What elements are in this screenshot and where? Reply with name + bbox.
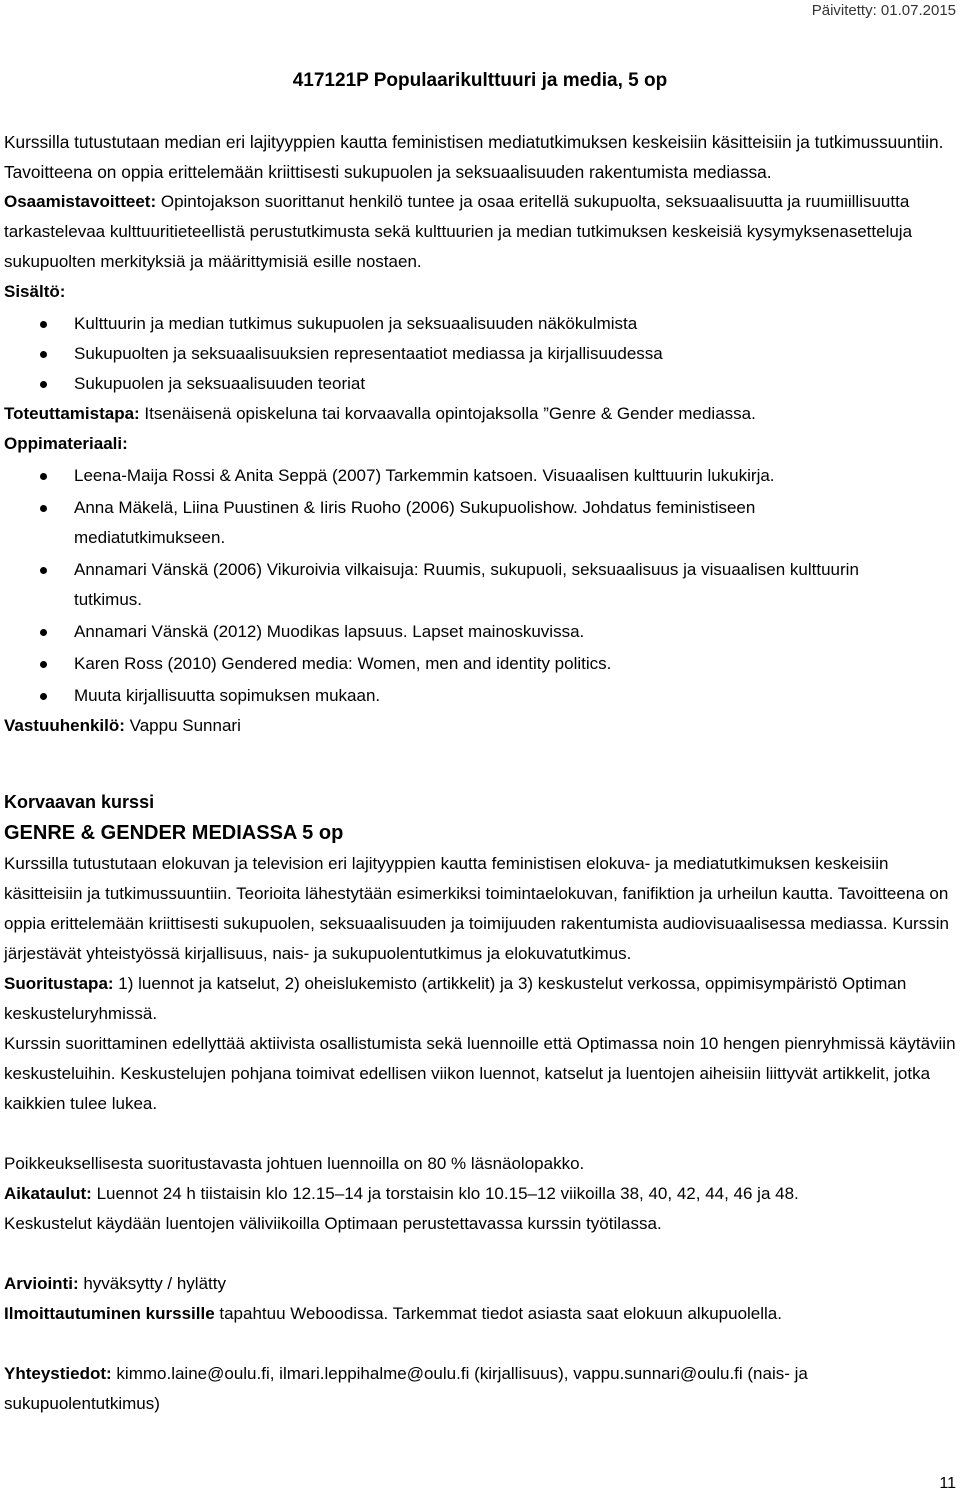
learning-outcomes bbox=[4, 187, 954, 277]
materials-list bbox=[4, 461, 954, 711]
list-item: Leena-Maija Rossi & Anita Seppä (2007) Tarkemmin katsoen. Visuaalisen kulttuurin lukukirja. bbox=[4, 461, 954, 491]
responsible-text: Vappu Sunnari bbox=[124, 716, 241, 735]
list-item: Annamari Vänskä (2012) Muodikas lapsuus. Lapset mainoskuvissa. bbox=[4, 617, 954, 647]
contact-label: Yhteystiedot: bbox=[4, 1364, 112, 1383]
replacement-heading: GENRE & GENDER MEDIASSA 5 op bbox=[4, 822, 344, 844]
implementation-label: Toteuttamistapa: bbox=[4, 404, 140, 423]
list-item: Kulttuurin ja median tutkimus sukupuolen ja seksuaalisuuden näkökulmista bbox=[4, 309, 954, 339]
responsible-person bbox=[4, 711, 954, 741]
completion-method-text: 1) luennot ja katselut, 2) oheislukemisto (artikkelit) ja 3) keskustelut verkossa, oppimisympäristö Optiman keskusteluryhmissä. bbox=[4, 974, 907, 1023]
replacement-subheading: Korvaavan kurssi bbox=[4, 792, 155, 812]
completion-method-label: Suoritustapa: bbox=[4, 974, 114, 993]
updated-date: Päivitetty: 01.07.2015 bbox=[811, 2, 956, 19]
attendance-text: Poikkeuksellisesta suoritustavasta johtuen luennoilla on 80 % läsnäolopakko. bbox=[4, 1154, 585, 1173]
replacement-section bbox=[4, 787, 956, 1419]
course-section bbox=[4, 127, 954, 741]
implementation-text: Itsenäisenä opiskeluna tai korvaavalla opintojaksolla ”Genre & Gender mediassa. bbox=[139, 404, 756, 423]
materials-label: Oppimateriaali: bbox=[4, 434, 128, 453]
requirement-text: Kurssin suorittaminen edellyttää aktiivista osallistumista sekä luennoille että Optimassa noin 10 hengen pienryhmissä käytäviin keskusteluihin. Keskustelujen pohjana toimivat edellisen viikon luennot, katselut ja luentojen aiheisiin liittyvät artikkelit, jotka kaikkien tulee lukea. bbox=[4, 1034, 956, 1113]
discussion-text: Keskustelut käydään luentojen väliviikoilla Optimaan perustettavassa kurssin työtilassa. bbox=[4, 1214, 662, 1233]
schedule-text: Luennot 24 h tiistaisin klo 12.15–14 ja torstaisin klo 10.15–12 viikoilla 38, 40, 42, 44, 46 ja 48. bbox=[91, 1184, 799, 1203]
grading-text: hyväksytty / hylätty bbox=[78, 1274, 226, 1293]
grading bbox=[4, 1269, 956, 1299]
list-item: Anna Mäkelä, Liina Puustinen & Iiris Ruoho (2006) Sukupuolishow. Johdatus feministiseen mediatutkimukseen. bbox=[4, 493, 954, 553]
implementation bbox=[4, 399, 954, 429]
responsible-label: Vastuuhenkilö: bbox=[4, 716, 125, 735]
page-number: 11 bbox=[939, 1475, 956, 1492]
replacement-intro: Kurssilla tutustutaan elokuvan ja television eri lajityyppien kautta feministisen elokuva- ja mediatutkimuksen keskeisiin käsitteisiin ja tutkimussuuntiin. Teorioita lähestytään esimerkiksi toimintaelokuvan, fanifiktion ja urheilun kautta. Tavoitteena on oppia erittelemään kriittisesti sukupuolen, seksuaalisuuden ja toimijuuden rakentumista audiovisuaalisessa mediassa. Kurssin järjestävät yhteistyössä kirjallisuus, nais- ja sukupuolentutkimus ja elokuvatutkimus. bbox=[4, 854, 949, 963]
registration-text: tapahtuu Weboodissa. Tarkemmat tiedot asiasta saat elokuun alkupuolella. bbox=[214, 1304, 782, 1323]
contact-info bbox=[4, 1359, 956, 1419]
schedule-label: Aikataulut: bbox=[4, 1184, 92, 1203]
course-intro: Kurssilla tutustutaan median eri lajityyppien kautta feministisen mediatutkimuksen keskeisiin käsitteisiin ja tutkimussuuntiin. Tavoitteena on oppia erittelemään kriittisesti sukupuolen ja seksuaalisuuden rakentumista mediassa. bbox=[4, 132, 944, 182]
list-item: Muuta kirjallisuutta sopimuksen mukaan. bbox=[4, 681, 954, 711]
completion-method bbox=[4, 969, 956, 1029]
registration-label: Ilmoittautuminen kurssille bbox=[4, 1304, 215, 1323]
list-item: Annamari Vänskä (2006) Vikuroivia vilkaisuja: Ruumis, sukupuoli, seksuaalisuus ja visuaalisen kulttuurin tutkimus. bbox=[4, 555, 954, 615]
content-list bbox=[4, 309, 954, 399]
grading-label: Arviointi: bbox=[4, 1274, 79, 1293]
list-item: Sukupuolen ja seksuaalisuuden teoriat bbox=[4, 369, 954, 399]
list-item: Sukupuolten ja seksuaalisuuksien representaatiot mediassa ja kirjallisuudessa bbox=[4, 339, 954, 369]
schedule bbox=[4, 1179, 956, 1209]
learning-outcomes-label: Osaamistavoitteet: bbox=[4, 192, 157, 211]
contact-text: kimmo.laine@oulu.fi, ilmari.leppihalme@oulu.fi (kirjallisuus), vappu.sunnari@oulu.fi (nais- ja sukupuolentutkimus) bbox=[4, 1364, 808, 1413]
learning-outcomes-text: Opintojakson suorittanut henkilö tuntee ja osaa eritellä sukupuolta, seksuaalisuutta ja ruumiillisuutta tarkastelevaa kulttuuritieteellistä perustutkimusta sekä kulttuurien ja median tutkimuksen keskeisiä kysymyksenasetteluja sukupuolten merkityksiä ja määrittymisiä esille nostaen. bbox=[4, 192, 913, 271]
registration bbox=[4, 1299, 956, 1329]
course-title: 417121P Populaarikulttuuri ja media, 5 op bbox=[292, 70, 668, 91]
content-label: Sisältö: bbox=[4, 282, 66, 301]
list-item: Karen Ross (2010) Gendered media: Women, men and identity politics. bbox=[4, 649, 954, 679]
